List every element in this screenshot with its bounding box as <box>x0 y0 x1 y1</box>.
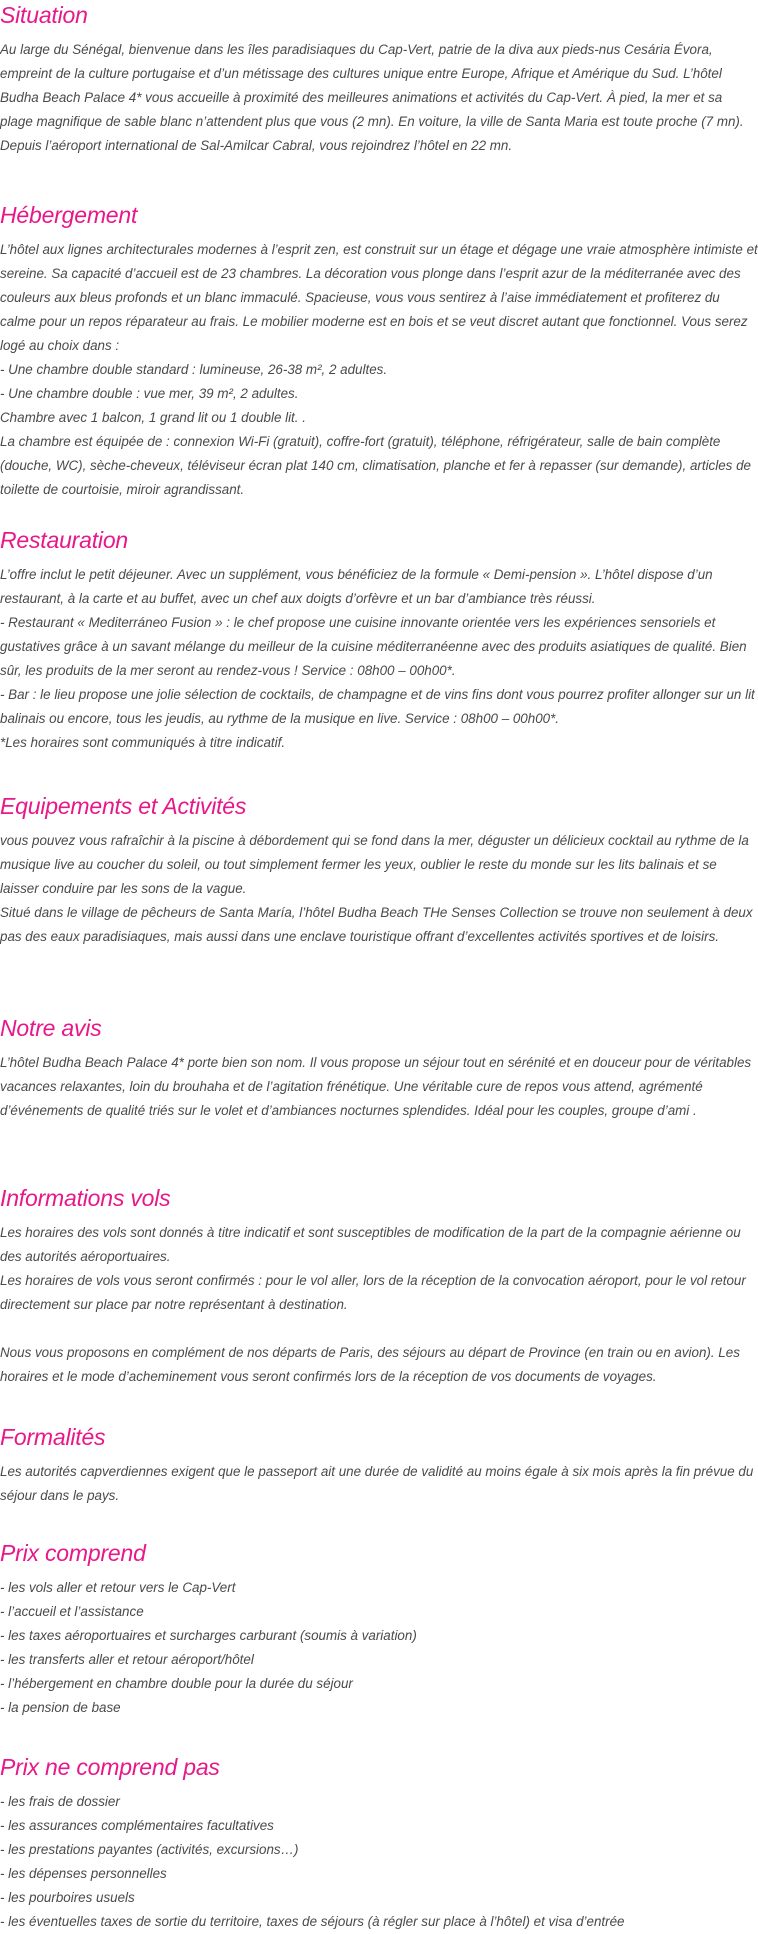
paragraph: L’hôtel Budha Beach Palace 4* porte bien son nom. Il vous propose un séjour tout en sérénité et en douceur pour de véritables vacances relaxantes, loin du brouhaha et de l’agitation frénétique. Une véritable cure de repos vous attend, agrémenté d’événements de qualité triés sur le volet et d’ambiances nocturnes splendides. Idéal pour les couples, groupe d’ami . <box>0 1055 752 1118</box>
list-item: - les frais de dossier <box>0 1794 120 1809</box>
section-title-restauration: Restauration <box>0 527 129 553</box>
footnote: *Les horaires sont communiqués à titre indicatif. <box>0 735 286 750</box>
paragraph: Les autorités capverdiennes exigent que le passeport ait une durée de validité au moins égale à six mois après la fin prévue du séjour dans le pays. <box>0 1464 754 1503</box>
section-body-vols <box>0 1221 758 1389</box>
section-situation <box>0 0 758 200</box>
paragraph: Les horaires de vols vous seront confirmés : pour le vol aller, lors de la réception de la convocation aéroport, pour le vol retour directement sur place par notre représentant à destination. <box>0 1273 746 1312</box>
list-item: - Bar : le lieu propose une jolie sélection de cocktails, de champagne et de vins fins dont vous pourrez profiter allonger sur un lit balinais ou encore, tous les jeudis, au rythme de la musique en live. Service : 08h00 – 00h00*. <box>0 687 755 726</box>
section-title-situation: Situation <box>0 2 88 28</box>
section-title-formalites: Formalités <box>0 1424 106 1450</box>
section-prix-ne-comprend <box>0 1752 758 1929</box>
section-prix-comprend <box>0 1538 758 1752</box>
section-formalites <box>0 1422 758 1538</box>
paragraph: Au large du Sénégal, bienvenue dans les îles paradisiaques du Cap-Vert, patrie de la diva aux pieds-nus Cesária Évora, empreint de la culture portugaise et d’un métissage des cultures unique entre Europe, Afrique et Amérique du Sud. L’hôtel Budha Beach Palace 4* vous accueille à proximité des meilleures animations et activités du Cap-Vert. À pied, la mer et sa plage magnifique de sable blanc n’attendent plus que vous (2 mn). En voiture, la ville de Santa Maria est toute proche (7 mn). Depuis l’aéroport international de Sal-Amilcar Cabral, vous rejoindrez l’hôtel en 22 mn. <box>0 42 744 153</box>
section-body-hebergement <box>0 238 758 502</box>
paragraph: L’hôtel aux lignes architecturales modernes à l’esprit zen, est construit sur un étage et dégage une vraie atmosphère intimiste et sereine. Sa capacité d’accueil est de 23 chambres. La décoration vous plonge dans l’esprit azur de la méditerranée avec des couleurs aux bleus profonds et un blanc immaculé. Spacieuse, vous vous sentirez à l’aise immédiatement et profiterez du calme pour un repos réparateur au frais. Le mobilier moderne est en bois et se veut discret autant que fonctionnel. Vous serez logé au choix dans : <box>0 242 758 353</box>
list-item: - les transferts aller et retour aéroport/hôtel <box>0 1652 254 1667</box>
list-item: - la pension de base <box>0 1700 121 1715</box>
paragraph: Les horaires des vols sont donnés à titre indicatif et sont susceptibles de modification de la part de la compagnie aérienne ou des autorités aéroportuaires. <box>0 1225 741 1264</box>
list-item: - l’accueil et l’assistance <box>0 1604 144 1619</box>
list-item: - Restaurant « Mediterráneo Fusion » : le chef propose une cuisine innovante orientée vers les expériences sensoriels et gustatives grâce à un savant mélange du meilleur de la cuisine méditerranéenne avec des produits asiatiques de qualité. Bien sûr, les produits de la mer seront au rendez-vous ! Service : 08h00 – 00h00*. <box>0 615 747 678</box>
section-title-hebergement: Hébergement <box>0 202 138 228</box>
section-body-formalites <box>0 1460 758 1508</box>
list-item: - les vols aller et retour vers le Cap-Vert <box>0 1580 236 1595</box>
section-body-restauration <box>0 563 758 755</box>
list-item: - Une chambre double : vue mer, 39 m², 2 adultes. <box>0 386 299 401</box>
section-title-prix-ne-comprend: Prix ne comprend pas <box>0 1754 220 1780</box>
section-equipements <box>0 791 758 1013</box>
list-item: - l’hébergement en chambre double pour la durée du séjour <box>0 1676 353 1691</box>
spacer <box>0 1317 758 1341</box>
section-title-equipements: Equipements et Activités <box>0 793 247 819</box>
paragraph: vous pouvez vous rafraîchir à la piscine à débordement qui se fond dans la mer, déguster un délicieux cocktail au rythme de la musique live au coucher du soleil, ou tout simplement fermer les yeux, oublier le reste du monde sur les lits balinais et se laisser conduire par les sons de la vague. <box>0 833 749 896</box>
paragraph: Situé dans le village de pêcheurs de Santa María, l’hôtel Budha Beach THe Senses Collection se trouve non seulement à deux pas des eaux paradisiaques, mais aussi dans une enclave touristique offrant d’excellentes activités sportives et de loisirs. <box>0 905 753 944</box>
paragraph: Nous vous proposons en complément de nos départs de Paris, des séjours au départ de Province (en train ou en avion). Les horaires et le mode d’acheminement vous seront confirmés lors de la réception de vos documents de voyages. <box>0 1345 740 1384</box>
section-body-prix-comprend <box>0 1576 758 1720</box>
list-item: - les pourboires usuels <box>0 1890 135 1905</box>
section-body-situation <box>0 38 758 158</box>
section-hebergement <box>0 200 758 525</box>
section-body-equipements <box>0 829 758 949</box>
list-item: - les assurances complémentaires facultatives <box>0 1818 274 1833</box>
list-item: - les prestations payantes (activités, excursions…) <box>0 1842 299 1857</box>
section-vols <box>0 1183 758 1422</box>
section-restauration <box>0 525 758 791</box>
section-body-avis <box>0 1051 758 1123</box>
section-title-prix-comprend: Prix comprend <box>0 1540 146 1566</box>
section-title-vols: Informations vols <box>0 1185 171 1211</box>
list-item: - les éventuelles taxes de sortie du territoire, taxes de séjours (à régler sur place à l’hôtel) et visa d’entrée <box>0 1914 625 1929</box>
paragraph: La chambre est équipée de : connexion Wi-Fi (gratuit), coffre-fort (gratuit), téléphone, réfrigérateur, salle de bain complète (douche, WC), sèche-cheveux, téléviseur écran plat 140 cm, climatisation, planche et fer à repasser (sur demande), articles de toilette de courtoisie, miroir agrandissant. <box>0 434 751 497</box>
section-body-prix-ne-comprend <box>0 1790 758 1934</box>
section-title-avis: Notre avis <box>0 1015 102 1041</box>
section-avis <box>0 1013 758 1183</box>
list-item: - les dépenses personnelles <box>0 1866 167 1881</box>
list-item: - les taxes aéroportuaires et surcharges carburant (soumis à variation) <box>0 1628 417 1643</box>
list-item: - Une chambre double standard : lumineuse, 26-38 m², 2 adultes. <box>0 362 388 377</box>
paragraph: Chambre avec 1 balcon, 1 grand lit ou 1 double lit. . <box>0 410 306 425</box>
paragraph: L’offre inclut le petit déjeuner. Avec un supplément, vous bénéficiez de la formule « Demi-pension ». L’hôtel dispose d’un restaurant, à la carte et au buffet, avec un chef aux doigts d’orfèvre et un bar d’ambiance très réussi. <box>0 567 713 606</box>
